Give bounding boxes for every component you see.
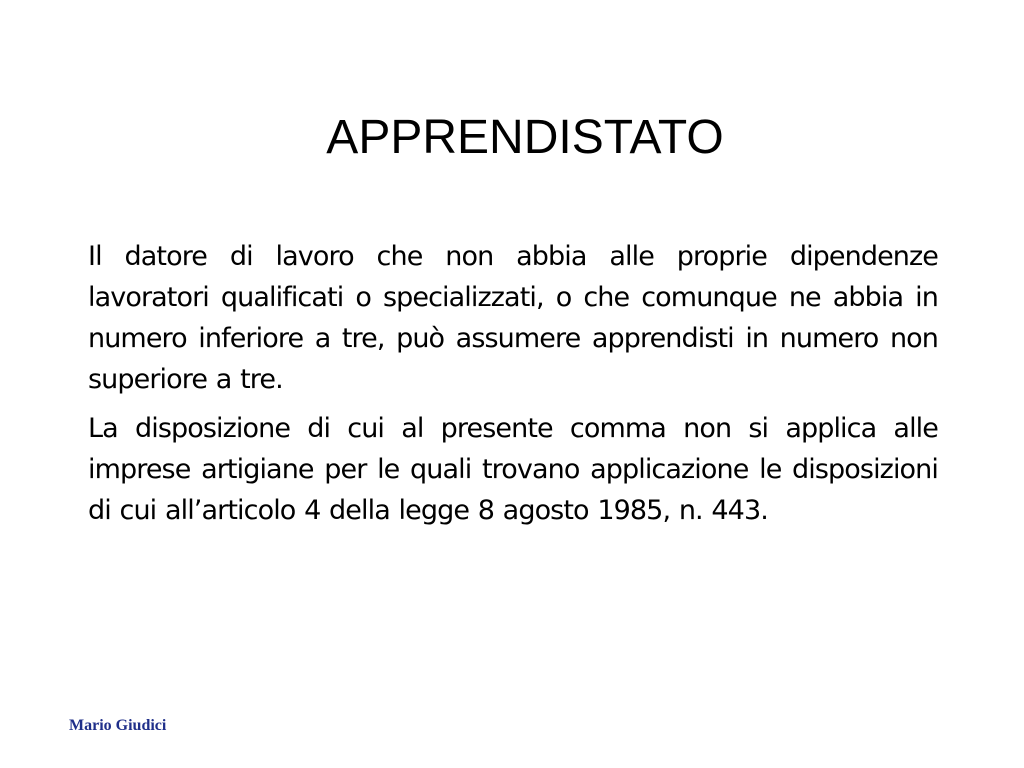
slide-title: APPRENDISTATO (326, 111, 724, 164)
paragraph-1: Il datore di lavoro che non abbia alle proprie dipendenze lavoratori qualificati o specializzati, o che comunque ne abbia in numero inferiore a tre, può assumere apprendisti in numero non superiore a tre. (88, 241, 938, 395)
slide-body (88, 236, 938, 531)
paragraph-2: La disposizione di cui al presente comma non si applica alle imprese artigiane per le quali trovano applicazione le disposizioni di cui all’articolo 4 della legge 8 agosto 1985, n. 443. (88, 413, 938, 526)
author-footer: Mario Giudici (69, 717, 167, 734)
